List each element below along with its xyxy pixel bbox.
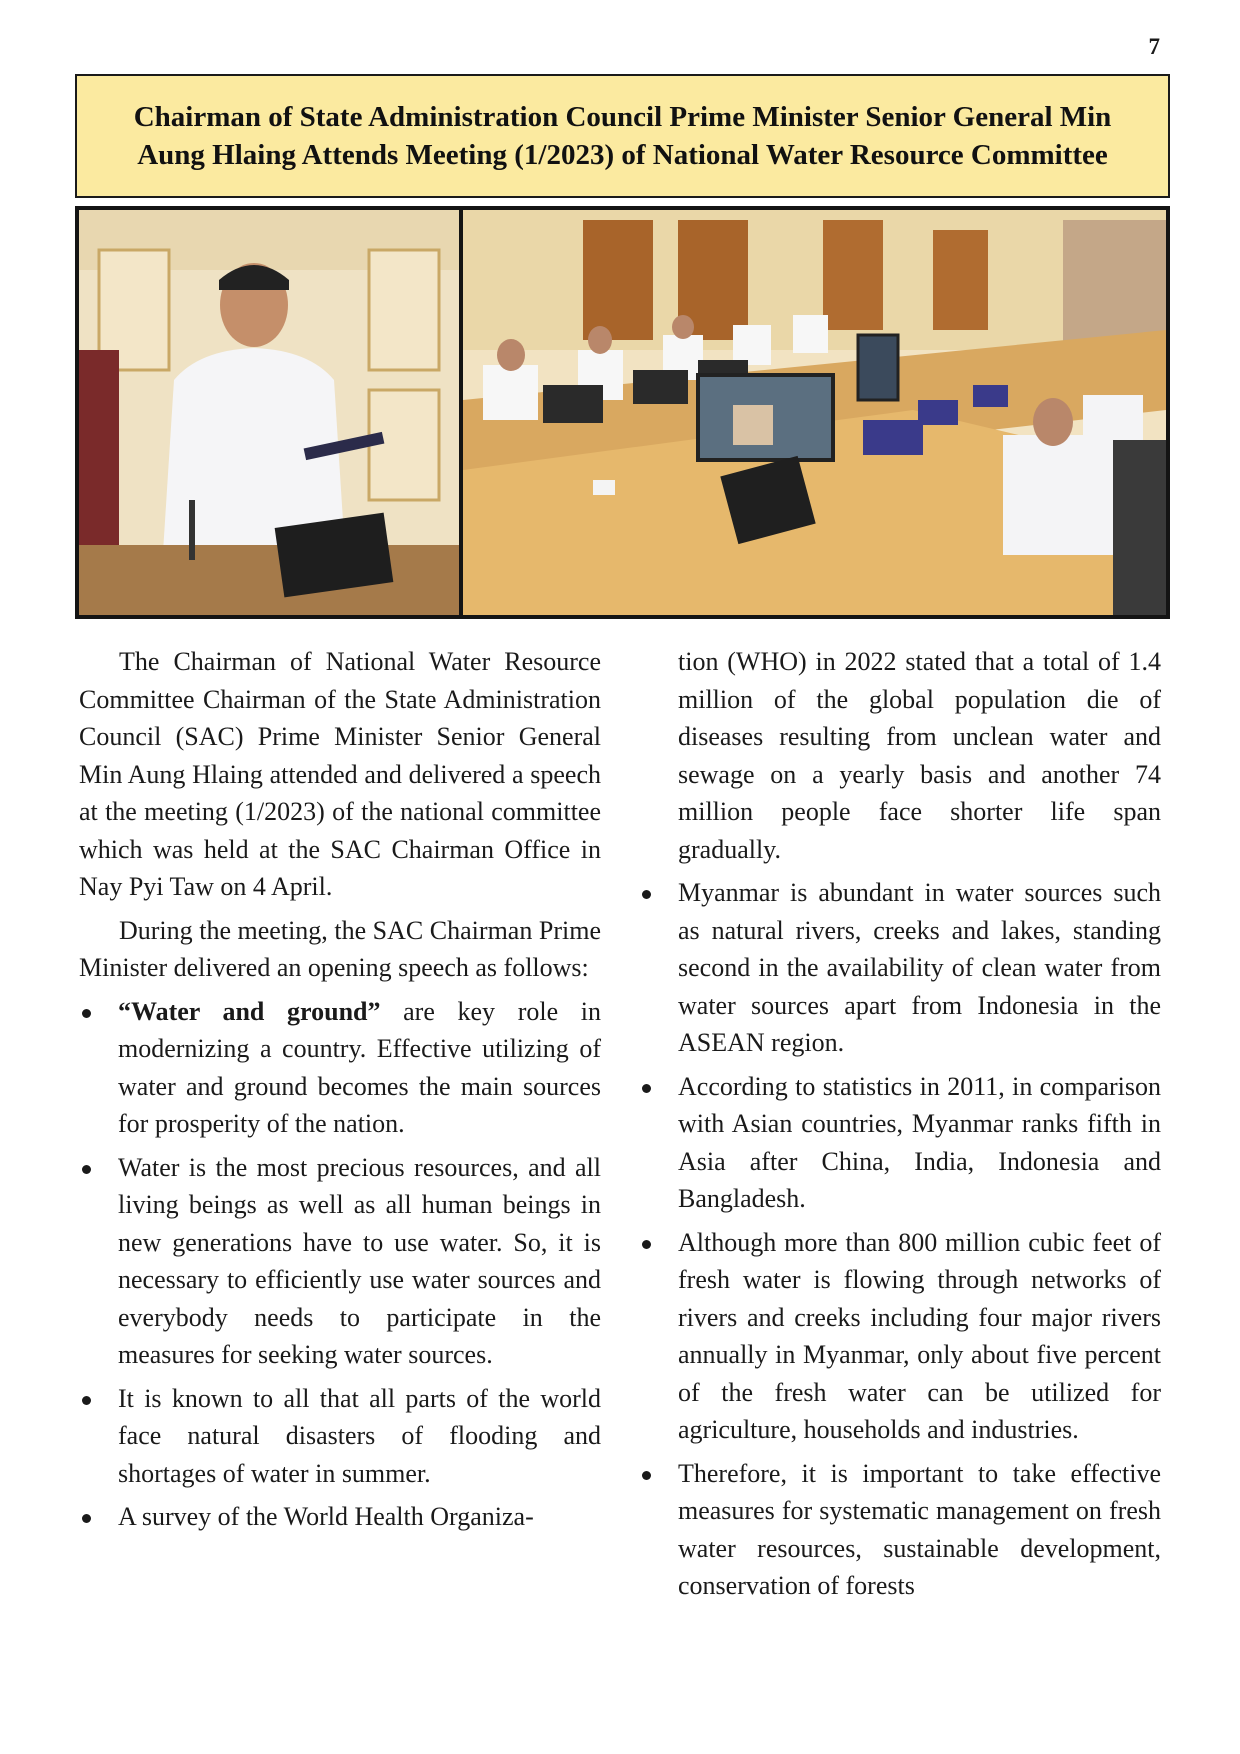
title-box xyxy=(75,74,1170,198)
speech-intro-paragraph: During the meeting, the SAC Chairman Prime Minister delivered an opening speech as follows: xyxy=(79,915,601,982)
bullet-icon xyxy=(82,1009,91,1018)
bullet-icon xyxy=(82,1514,91,1523)
list-item xyxy=(639,1224,1161,1449)
bullet-text: According to statistics in 2011, in comparison with Asian countries, Myanmar ranks fifth in Asia after China, India, Indonesia and Bangladesh. xyxy=(678,1071,1161,1213)
bullet-text: are key role in modernizing a country. Effective utilizing of water and ground becomes the main sources for prosperity of the nation. xyxy=(118,996,601,1138)
right-bullet-list xyxy=(639,874,1161,1605)
left-column xyxy=(79,643,601,1542)
article-title: Chairman of State Administration Council Prime Minister Senior General Min Aung Hlaing Attends Meeting (1/2023) of National Water Resource Committee xyxy=(133,101,1112,171)
list-item xyxy=(79,1149,601,1374)
bullet-lead: “Water and ground” xyxy=(118,996,381,1026)
page-number: 7 xyxy=(1148,34,1160,59)
bullet-icon xyxy=(82,1165,91,1174)
list-item xyxy=(639,1068,1161,1218)
bullet-text: Therefore, it is important to take effective measures for systematic management on fresh water resources, sustainable development, conservation of forests xyxy=(678,1458,1161,1600)
bullet-text: Water is the most precious resources, and all living beings as well as all human beings in new generations have to use water. So, it is necessary to efficiently use water sources and everybody needs to participate in the measures for seeking water sources. xyxy=(118,1152,601,1369)
speaker-photo xyxy=(79,210,459,615)
bullet-text: Although more than 800 million cubic feet of fresh water is flowing through networks of rivers and creeks including four major rivers annually in Myanmar, only about five percent of the fresh water can be utilized for agriculture, households and industries. xyxy=(678,1227,1161,1444)
list-item xyxy=(79,1380,601,1493)
intro-paragraph: The Chairman of National Water Resource Committee Chairman of the State Administration Council (SAC) Prime Minister Senior General Min Aung Hlaing attended and delivered a speech at the meeting (1/2023) of the national committee which was held at the SAC Chairman Office in Nay Pyi Taw on 4 April. xyxy=(79,647,601,901)
continuation-text: tion (WHO) in 2022 stated that a total of 1.4 million of the global population die of diseases resulting from unclean water and sewage on a yearly basis and another 74 million people face shorter life span gradually. xyxy=(678,647,1161,864)
bullet-text: Myanmar is abundant in water sources such as natural rivers, creeks and lakes, standing second in the availability of clean water from water sources apart from Indonesia in the ASEAN region. xyxy=(678,878,1161,1057)
bullet-icon xyxy=(642,890,651,899)
list-item xyxy=(639,874,1161,1062)
list-item xyxy=(79,993,601,1143)
list-item xyxy=(639,1455,1161,1605)
left-bullet-list xyxy=(79,993,601,1536)
right-column xyxy=(639,643,1161,1611)
meeting-room-photo xyxy=(463,210,1166,615)
bullet-icon xyxy=(642,1240,651,1249)
list-item xyxy=(79,1498,601,1536)
bullet-text: A survey of the World Health Organiza- xyxy=(118,1502,534,1531)
bullet-text: It is known to all that all parts of the world face natural disasters of flooding and shortages of water in summer. xyxy=(118,1383,601,1488)
bullet-icon xyxy=(642,1471,651,1480)
bullet-icon xyxy=(82,1396,91,1405)
photo-frame xyxy=(75,206,1170,619)
bullet-icon xyxy=(642,1084,651,1093)
